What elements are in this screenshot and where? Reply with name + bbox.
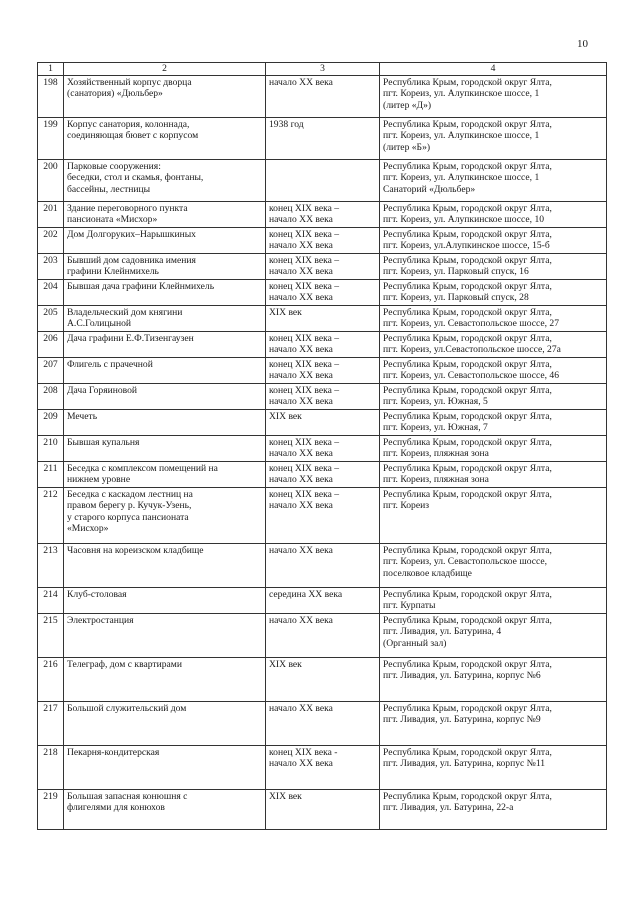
table-row [38, 383, 607, 409]
address-cell: Республика Крым, городской округ Ялта, пгт. Кореиз, ул. Алупкинское шоссе, 10 [380, 201, 607, 227]
monument-name-cell: Мечеть [64, 409, 266, 435]
monument-name-cell: Парковые сооружения: беседки, стол и скамья, фонтаны, бассейны, лестницы [64, 159, 266, 201]
dating-cell: конец XIX века – начало XX века [266, 383, 380, 409]
dating-cell: конец XIX века – начало XX века [266, 201, 380, 227]
table-row [38, 305, 607, 331]
address-cell: Республика Крым, городской округ Ялта, пгт. Ливадия, ул. Батурина, 22-а [380, 789, 607, 829]
monument-name-cell: Бывшая купальня [64, 435, 266, 461]
address-cell: Республика Крым, городской округ Ялта, пгт. Кореиз, ул. Севастопольское шоссе, 27 [380, 305, 607, 331]
monument-name-cell: Хозяйственный корпус дворца (санатория) «Дюльбер» [64, 75, 266, 117]
table-row [38, 587, 607, 613]
monument-name-cell: Владельческий дом княгини А.С.Голицыной [64, 305, 266, 331]
monument-name-cell: Флигель с прачечной [64, 357, 266, 383]
table-row [38, 253, 607, 279]
row-number-cell: 215 [38, 613, 64, 657]
table-row [38, 159, 607, 201]
monument-name-cell: Дача Горяиновой [64, 383, 266, 409]
monument-name-cell: Корпус санатория, колоннада, соединяющая бювет с корпусом [64, 117, 266, 159]
column-header-1: 1 [38, 63, 64, 76]
dating-cell: конец XIX века – начало XX века [266, 357, 380, 383]
address-cell: Республика Крым, городской округ Ялта, пгт. Кореиз, пляжная зона [380, 435, 607, 461]
row-number-cell: 200 [38, 159, 64, 201]
monument-name-cell: Пекарня-кондитерская [64, 745, 266, 789]
row-number-cell: 199 [38, 117, 64, 159]
table-row [38, 789, 607, 829]
dating-cell: XIX век [266, 657, 380, 701]
table-row [38, 227, 607, 253]
address-cell: Республика Крым, городской округ Ялта, пгт. Кореиз, пляжная зона [380, 461, 607, 487]
address-cell: Республика Крым, городской округ Ялта, пгт. Кореиз, ул. Парковый спуск, 16 [380, 253, 607, 279]
dating-cell: конец XIX века – начало XX века [266, 331, 380, 357]
table-row [38, 613, 607, 657]
dating-cell: начало XX века [266, 543, 380, 587]
table-row [38, 201, 607, 227]
table-row [38, 357, 607, 383]
monument-name-cell: Бывшая дача графини Клейнмихель [64, 279, 266, 305]
table-row [38, 543, 607, 587]
table-row [38, 331, 607, 357]
table-row [38, 435, 607, 461]
dating-cell: XIX век [266, 409, 380, 435]
row-number-cell: 212 [38, 487, 64, 543]
address-cell: Республика Крым, городской округ Ялта, пгт. Курпаты [380, 587, 607, 613]
monument-name-cell: Беседка с комплексом помещений на нижнем уровне [64, 461, 266, 487]
row-number-cell: 204 [38, 279, 64, 305]
address-cell: Республика Крым, городской округ Ялта, пгт. Кореиз, ул.Алупкинское шоссе, 15-б [380, 227, 607, 253]
column-header-3: 3 [266, 63, 380, 76]
column-header-row [38, 63, 607, 76]
dating-cell: конец XIX века – начало XX века [266, 279, 380, 305]
row-number-cell: 208 [38, 383, 64, 409]
column-header-2: 2 [64, 63, 266, 76]
table-row [38, 701, 607, 745]
dating-cell: конец XIX века – начало XX века [266, 253, 380, 279]
dating-cell: начало XX века [266, 701, 380, 745]
table-row [38, 745, 607, 789]
row-number-cell: 209 [38, 409, 64, 435]
monument-name-cell: Здание переговорного пункта пансионата «Мисхор» [64, 201, 266, 227]
monument-name-cell: Часовня на кореизском кладбище [64, 543, 266, 587]
monument-name-cell: Дом Долгоруких–Нарышкиных [64, 227, 266, 253]
row-number-cell: 206 [38, 331, 64, 357]
address-cell: Республика Крым, городской округ Ялта, пгт. Ливадия, ул. Батурина, корпус №6 [380, 657, 607, 701]
address-cell: Республика Крым, городской округ Ялта, пгт. Ливадия, ул. Батурина, корпус №11 [380, 745, 607, 789]
row-number-cell: 203 [38, 253, 64, 279]
monument-name-cell: Большой служительский дом [64, 701, 266, 745]
dating-cell [266, 159, 380, 201]
table-row [38, 409, 607, 435]
row-number-cell: 207 [38, 357, 64, 383]
dating-cell: начало XX века [266, 613, 380, 657]
table-row [38, 657, 607, 701]
table-row [38, 461, 607, 487]
dating-cell: середина XX века [266, 587, 380, 613]
dating-cell: конец XIX века – начало XX века [266, 461, 380, 487]
dating-cell: конец XIX века – начало XX века [266, 435, 380, 461]
row-number-cell: 214 [38, 587, 64, 613]
address-cell: Республика Крым, городской округ Ялта, пгт. Кореиз, ул. Южная, 7 [380, 409, 607, 435]
monument-name-cell: Беседка с каскадом лестниц на правом берегу р. Кучук-Узень, у старого корпуса пансионата «Мисхор» [64, 487, 266, 543]
address-cell: Республика Крым, городской округ Ялта, пгт. Кореиз, ул. Алупкинское шоссе, 1 Санаторий «Дюльбер» [380, 159, 607, 201]
dating-cell: XIX век [266, 305, 380, 331]
row-number-cell: 201 [38, 201, 64, 227]
monument-name-cell: Клуб-столовая [64, 587, 266, 613]
table-row [38, 75, 607, 117]
address-cell: Республика Крым, городской округ Ялта, пгт. Ливадия, ул. Батурина, корпус №9 [380, 701, 607, 745]
row-number-cell: 219 [38, 789, 64, 829]
table-row [38, 117, 607, 159]
address-cell: Республика Крым, городской округ Ялта, пгт. Кореиз, ул.Севастопольское шоссе, 27а [380, 331, 607, 357]
address-cell: Республика Крым, городской округ Ялта, пгт. Ливадия, ул. Батурина, 4 (Органный зал) [380, 613, 607, 657]
row-number-cell: 216 [38, 657, 64, 701]
address-cell: Республика Крым, городской округ Ялта, пгт. Кореиз, ул. Парковый спуск, 28 [380, 279, 607, 305]
table-row [38, 279, 607, 305]
row-number-cell: 218 [38, 745, 64, 789]
dating-cell: конец XIX века - начало XX века [266, 745, 380, 789]
monument-name-cell: Большая запасная конюшня с флигелями для конюхов [64, 789, 266, 829]
monument-name-cell: Электростанция [64, 613, 266, 657]
address-cell: Республика Крым, городской округ Ялта, пгт. Кореиз, ул. Алупкинское шоссе, 1 (литер «Б») [380, 117, 607, 159]
row-number-cell: 210 [38, 435, 64, 461]
row-number-cell: 211 [38, 461, 64, 487]
page-number: 10 [577, 38, 588, 50]
monument-name-cell: Бывший дом садовника имения графини Клейнмихель [64, 253, 266, 279]
address-cell: Республика Крым, городской округ Ялта, пгт. Кореиз, ул. Южная, 5 [380, 383, 607, 409]
row-number-cell: 198 [38, 75, 64, 117]
address-cell: Республика Крым, городской округ Ялта, пгт. Кореиз, ул. Севастопольское шоссе, 46 [380, 357, 607, 383]
address-cell: Республика Крым, городской округ Ялта, пгт. Кореиз, ул. Алупкинское шоссе, 1 (литер «Д») [380, 75, 607, 117]
monument-name-cell: Дача графини Е.Ф.Тизенгаузен [64, 331, 266, 357]
dating-cell: конец XIX века – начало XX века [266, 487, 380, 543]
monument-name-cell: Телеграф, дом с квартирами [64, 657, 266, 701]
dating-cell: начало XX века [266, 75, 380, 117]
table-row [38, 487, 607, 543]
dating-cell: 1938 год [266, 117, 380, 159]
address-cell: Республика Крым, городской округ Ялта, пгт. Кореиз [380, 487, 607, 543]
monuments-table [37, 62, 607, 830]
dating-cell: конец XIX века – начало XX века [266, 227, 380, 253]
column-header-4: 4 [380, 63, 607, 76]
address-cell: Республика Крым, городской округ Ялта, пгт. Кореиз, ул. Севастопольское шоссе, поселковое кладбище [380, 543, 607, 587]
row-number-cell: 205 [38, 305, 64, 331]
row-number-cell: 202 [38, 227, 64, 253]
row-number-cell: 217 [38, 701, 64, 745]
dating-cell: XIX век [266, 789, 380, 829]
row-number-cell: 213 [38, 543, 64, 587]
